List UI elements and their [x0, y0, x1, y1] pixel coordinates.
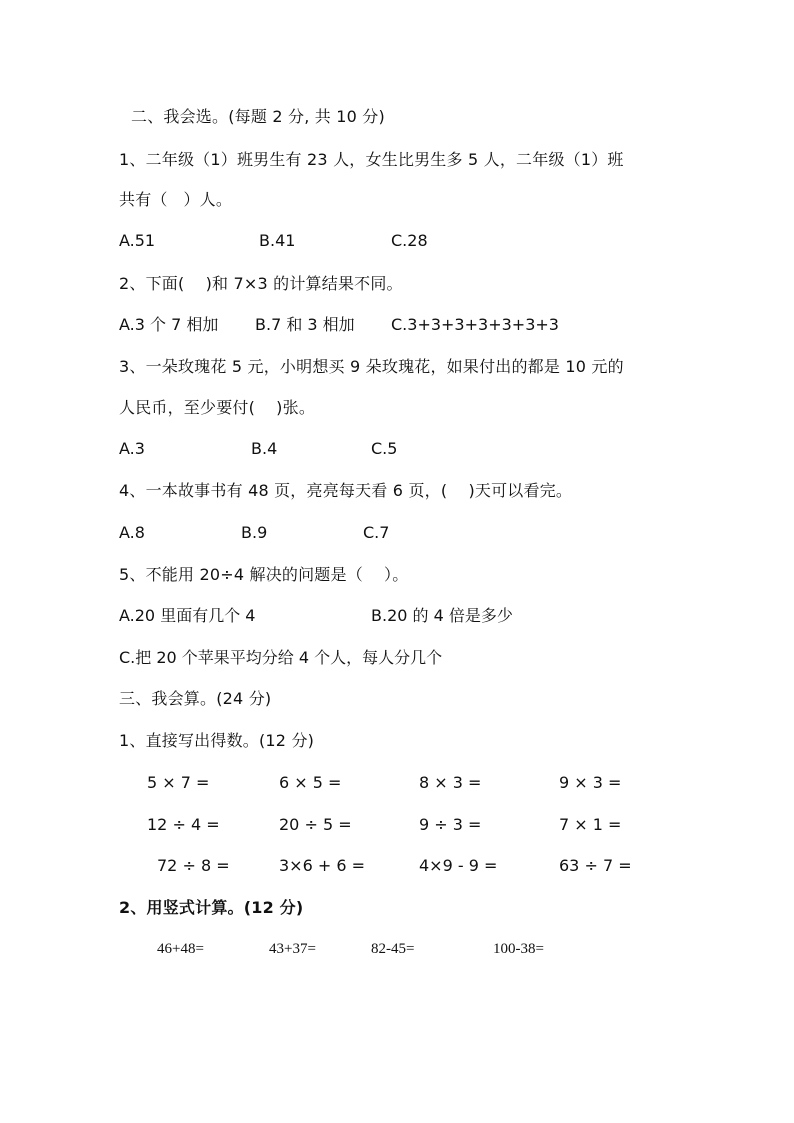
- question-3-option-b: B.4: [251, 439, 278, 458]
- question-2-option-b: B.7 和 3 相加: [255, 315, 355, 334]
- vertical-calc-item-3: 82-45=: [371, 941, 415, 957]
- calc-row-2-item-4: 7 × 1 =: [559, 815, 622, 834]
- question-4-line-1: 4、一本故事书有 48 页，亮亮每天看 6 页，( )天可以看完。: [119, 481, 573, 500]
- question-2-line-1: 2、下面( )和 7×3 的计算结果不同。: [119, 274, 403, 293]
- question-1-option-c: C.28: [391, 231, 428, 250]
- calc-row-3-item-4: 63 ÷ 7 =: [559, 856, 632, 875]
- question-5-option-a: A.20 里面有几个 4: [119, 606, 256, 625]
- question-1-option-b: B.41: [259, 231, 296, 250]
- calc-row-2-item-3: 9 ÷ 3 =: [419, 815, 482, 834]
- vertical-calc-item-1: 46+48=: [157, 941, 204, 957]
- vertical-calc-item-2: 43+37=: [269, 941, 316, 957]
- section-heading-choice: 二、我会选。(每题 2 分, 共 10 分): [131, 107, 385, 126]
- question-5-option-c: C.把 20 个苹果平均分给 4 个人，每人分几个: [119, 648, 443, 667]
- calc-row-1-item-2: 6 × 5 =: [279, 773, 342, 792]
- question-4-option-c: C.7: [363, 523, 390, 542]
- calc-row-1-item-1: 5 × 7 =: [147, 773, 210, 792]
- vertical-calc-item-4: 100-38=: [493, 941, 544, 957]
- question-2-option-a: A.3 个 7 相加: [119, 315, 219, 334]
- calc-row-1-item-4: 9 × 3 =: [559, 773, 622, 792]
- part-2-title: 2、用竖式计算。(12 分): [119, 898, 304, 917]
- question-2-option-c: C.3+3+3+3+3+3+3: [391, 315, 559, 334]
- part-1-title: 1、直接写出得数。(12 分): [119, 731, 315, 750]
- calc-row-2-item-1: 12 ÷ 4 =: [147, 815, 220, 834]
- question-5-option-b: B.20 的 4 倍是多少: [371, 606, 513, 625]
- calc-row-1-item-3: 8 × 3 =: [419, 773, 482, 792]
- question-1-option-a: A.51: [119, 231, 156, 250]
- question-3-option-a: A.3: [119, 439, 145, 458]
- question-1-line-1: 1、二年级（1）班男生有 23 人，女生比男生多 5 人，二年级（1）班: [119, 150, 624, 169]
- calc-row-2-item-2: 20 ÷ 5 =: [279, 815, 352, 834]
- calc-row-3-item-3: 4×9 - 9 =: [419, 856, 498, 875]
- question-3-option-c: C.5: [371, 439, 398, 458]
- section-heading-calculation: 三、我会算。(24 分): [119, 689, 272, 708]
- question-3-line-2: 人民币，至少要付( )张。: [119, 398, 316, 417]
- question-3-line-1: 3、一朵玫瑰花 5 元，小明想买 9 朵玫瑰花，如果付出的都是 10 元的: [119, 357, 624, 376]
- question-5-line-1: 5、不能用 20÷4 解决的问题是（ ）。: [119, 565, 409, 584]
- question-4-option-b: B.9: [241, 523, 268, 542]
- calc-row-3-item-1: 72 ÷ 8 =: [157, 856, 230, 875]
- question-1-line-2: 共有（ ）人。: [119, 190, 233, 209]
- calc-row-3-item-2: 3×6 + 6 =: [279, 856, 366, 875]
- question-4-option-a: A.8: [119, 523, 145, 542]
